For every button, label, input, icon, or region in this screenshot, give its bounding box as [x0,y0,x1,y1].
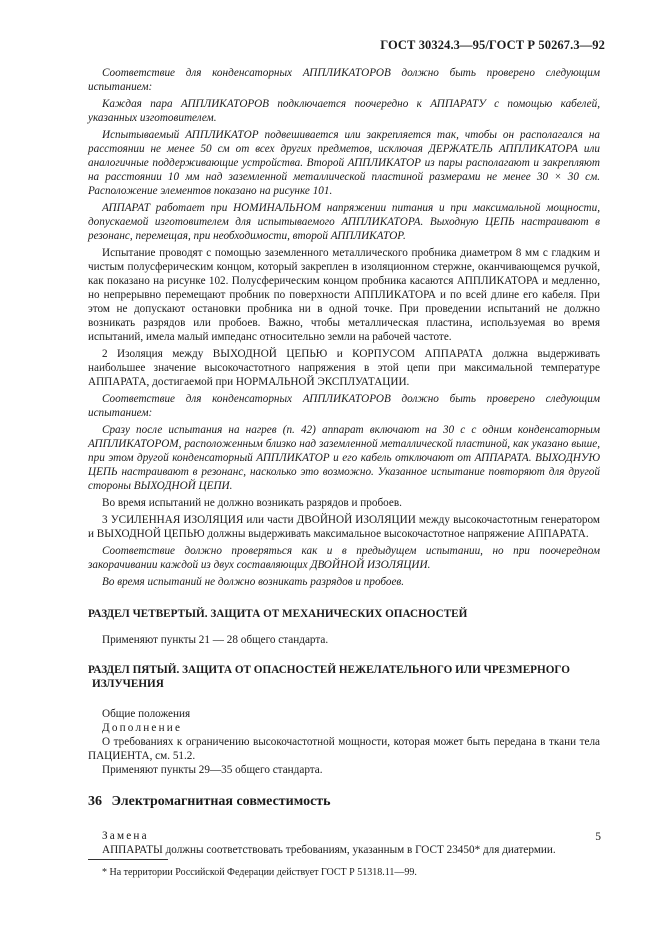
section-4-text: Применяют пункты 21 — 28 общего стандарта. [102,634,329,646]
paragraph-6: 2 Изоляция между ВЫХОДНОЙ ЦЕПЬЮ и КОРПУСОМ АППАРАТА должна выдерживать наибольшее значение высокочастотного напряжения в этой цепи при максимальной температуре АППАРАТА, достигаемой при НОРМАЛЬНОЙ ЭКСПЛУАТАЦИИ. [88,348,600,388]
paragraph-8: Сразу после испытания на нагрев (п. 42) аппарат включают на 30 с с одним конденсаторным АППЛИКАТОРОМ, расположенным близко над заземленной металлической пластиной, как указано выше, при этом другой конденсаторный АППЛИКАТОР и его кабель отключают от АППАРАТА. ВЫХОДНУЮ ЦЕПЬ настраивают в резонанс, насколько это возможно. Указанное испытание повторяют для другой стороны ВЫХОДНОЙ ЦЕПИ. [88,424,600,492]
paragraph-7: Соответствие для конденсаторных АППЛИКАТОРОВ должно быть проверено следующим испытанием: [88,393,600,419]
section-5-text-2: Применяют пункты 29—35 общего стандарта. [102,764,323,776]
footnote-divider [88,859,168,860]
section-5-addition: Дополнение [102,722,183,734]
page-number: 5 [595,831,601,843]
paragraph-10: 3 УСИЛЕННАЯ ИЗОЛЯЦИЯ или части ДВОЙНОЙ ИЗОЛЯЦИИ между высокочастотным генератором и ВЫХОДНОЙ ЦЕПЬЮ должны выдерживать максимальное высокочастотное напряжение АППАРАТА. [88,514,600,540]
section-36-number: 36 [88,794,102,809]
paragraph-1: Соответствие для конденсаторных АППЛИКАТОРОВ должно быть проверено следующим испытанием: [88,67,600,93]
document-body [88,66,600,879]
paragraph-11: Соответствие должно проверяться как и в предыдущем испытании, но при поочередном закорачивании каждой из двух составляющих ДВОЙНОЙ ИЗОЛЯЦИИ. [88,545,600,571]
section-36-title: Электромагнитная совместимость [111,794,331,809]
footnote: * На территории Российской Федерации действует ГОСТ Р 51318.11—99. [102,867,417,878]
paragraph-4: АППАРАТ работает при НОМИНАЛЬНОМ напряжении питания и при максимальной мощности, допускаемой изготовителем для испытываемого АППЛИКАТОРА. Выходную ЦЕПЬ настраивают в резонанс, перемещая, при необходимости, второй АППЛИКАТОР. [88,202,600,242]
section-36-replace: Замена [102,830,149,842]
section-4-title: РАЗДЕЛ ЧЕТВЕРТЫЙ. ЗАЩИТА ОТ МЕХАНИЧЕСКИХ ОПАСНОСТЕЙ [88,608,468,620]
section-5-title [88,663,600,691]
section-5-title-line-2: ИЗЛУЧЕНИЯ [92,678,164,690]
paragraph-3: Испытываемый АППЛИКАТОР подвешивается или закрепляется так, чтобы он располагался на расстоянии не менее 50 см от всех других предметов, исключая ДЕРЖАТЕЛЬ АППЛИКАТОРА или аналогичные поддерживающие устройства. Второй АППЛИКАТОР из пары располагают и закрепляют на расстоянии 10 мм над заземленной металлической пластиной размерами не менее 30 × 30 см. Расположение элементов показано на рисунке 101. [88,129,600,197]
section-5-text-1: О требованиях к ограничению высокочастотной мощности, которая может быть передана в ткани тела ПАЦИЕНТА, см. 51.2. [88,736,600,762]
section-36-heading [88,795,600,809]
paragraph-9: Во время испытаний не должно возникать разрядов и пробоев. [102,497,402,509]
section-5-general: Общие положения [102,708,191,720]
section-36-text: АППАРАТЫ должны соответствовать требованиям, указанным в ГОСТ 23450* для диатермии. [102,844,556,856]
page-header: ГОСТ 30324.3—95/ГОСТ Р 50267.3—92 [380,38,605,52]
paragraph-2: Каждая пара АППЛИКАТОРОВ подключается поочередно к АППАРАТУ с помощью кабелей, указанных изготовителем. [88,98,600,124]
paragraph-12: Во время испытаний не должно возникать разрядов и пробоев. [102,576,405,588]
paragraph-5: Испытание проводят с помощью заземленного металлического пробника диаметром 8 мм с гладким и чистым полусферическим концом, который закреплен в изоляционном стержне, оканчивающемся ручкой, как показано на рисунке 102. Полусферическим концом пробника касаются АППЛИКАТОРА и медленно, но непрерывно перемещают пробник по поверхности АППЛИКАТОРА и по всей длине его кабеля. При этом не допускают остановки пробника ни в одной точке. При проведении испытаний не должно возникать разрядов или пробоев. Важно, чтобы металлическая пластина, используемая во время испытаний, имела малый импеданс относительно земли на рабочей частоте. [88,247,600,343]
section-5-title-line-1: РАЗДЕЛ ПЯТЫЙ. ЗАЩИТА ОТ ОПАСНОСТЕЙ НЕЖЕЛАТЕЛЬНОГО ИЛИ ЧРЕЗМЕРНОГО [88,664,570,676]
